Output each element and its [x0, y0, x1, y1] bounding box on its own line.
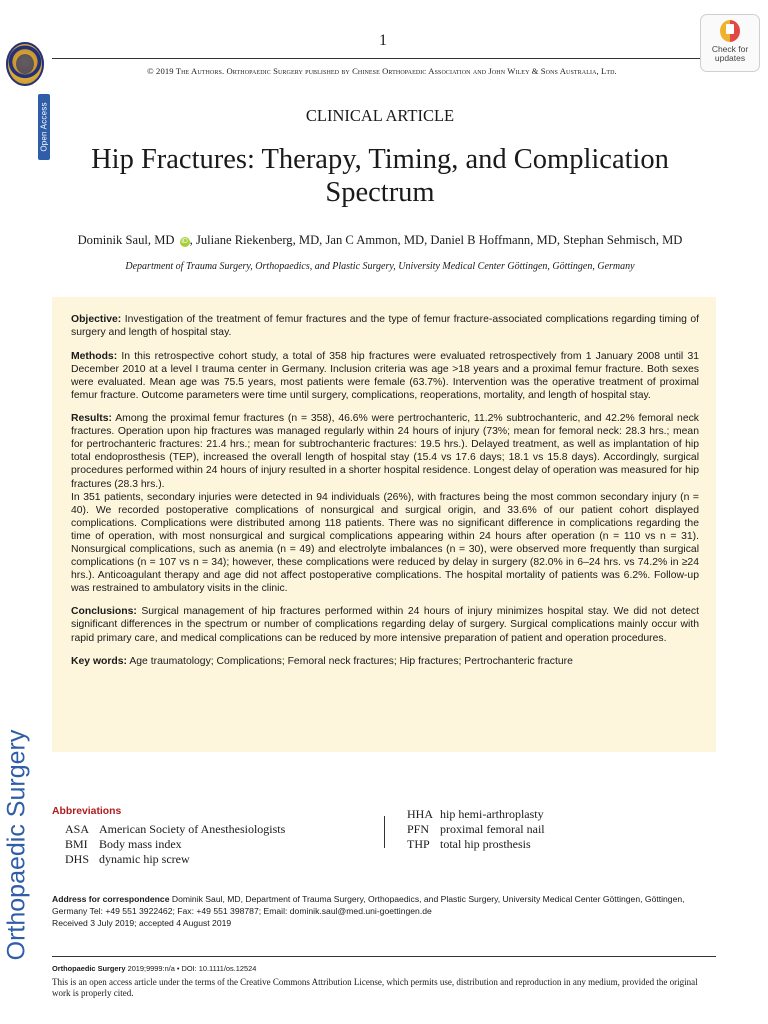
copyright-line: © 2019 The Authors. Orthopaedic Surgery published by Chinese Orthopaedic Association and John Wiley & Sons Australia, Ltd.: [147, 66, 617, 76]
conclusions-text: Surgical management of hip fractures performed within 24 hours of injury minimizes hospital stay. We did not detect significant differences in the spectrum or number of complications regarding delay of surgery. Surgical complications mainly occur with rapid primary care, and medical complications can be reduced by more intensive preparation of patient and operation procedures.: [71, 606, 699, 644]
check-for-updates-button[interactable]: [700, 14, 760, 72]
abbreviation-item: ASA American Society of Anesthesiologists: [65, 822, 286, 836]
results-text-2: In 351 patients, secondary injuries were detected in 94 individuals (26%), with fractures being the most common secondary injury (n = 40). We recorded postoperative complications of nonsurgical and surgical origin, and 33.6% of our patient cohort displayed complications. Complications were distributed among 118 patients. There was no significant difference in complications regarding the time of operation, with most nonsurgical and surgical complications appearing within 24 hours after operation (n = 110 vs n = 31). Nonsurgical complications, such as anemia (n = 49) and electrolyte imbalances (n = 30), were observed more frequently than surgical complications (n = 107 vs n = 34); however, these complications were reduced by delay in surgery (82.0% in 6–24 hrs. vs 74.2% in ≥24 hrs.). Anticoagulant therapy and age did not affect postoperative complications. The hospital mortality of patients was 6.2%. Follow-up was restrained to ambulatory visits in the clinic.: [71, 491, 699, 594]
abbreviation-item: HHA hip hemi-arthroplasty: [407, 807, 544, 821]
abstract-box: [52, 297, 716, 752]
open-access-badge[interactable]: [38, 94, 50, 160]
abstract-objective: [71, 313, 699, 339]
footer-divider: [52, 956, 716, 957]
keywords-text: Age traumatology; Complications; Femoral neck fractures; Hip fractures; Pertrochanteric fracture: [129, 656, 573, 668]
abstract-keywords: [71, 655, 699, 668]
footer-journal: Orthopaedic Surgery: [52, 964, 126, 973]
received-dates: Received 3 July 2019; accepted 4 August 2019: [52, 918, 232, 928]
header-divider: [52, 58, 702, 59]
check-updates-label: Check for updates: [711, 44, 749, 63]
conclusions-label: Conclusions:: [71, 606, 137, 618]
abbreviations-heading: Abbreviations: [52, 806, 122, 817]
abstract-methods: [71, 350, 699, 402]
open-access-label: Open Access: [39, 102, 49, 152]
citation-line: [52, 964, 256, 973]
check-updates-icon: [720, 20, 740, 42]
abstract-results-continued: [71, 491, 699, 595]
correspondence-text: Dominik Saul, MD, Department of Trauma Surgery, Orthopaedics, and Plastic Surgery, University Medical Center Göttingen, Göttingen, Germany Tel: +49 551 3922462; Fax: +49 551 398787; Email: dominik.saul@med.uni-goettingen.de: [52, 894, 685, 916]
journal-name-vertical: [0, 710, 34, 980]
page-number: 1: [379, 32, 387, 49]
abstract-results: [71, 412, 699, 490]
results-label: Results:: [71, 413, 112, 425]
abbreviations-right-list: [407, 807, 545, 851]
abstract-conclusions: [71, 605, 699, 644]
article-type-label: CLINICAL ARTICLE: [305, 106, 455, 125]
abbreviation-item: BMI Body mass index: [65, 836, 182, 851]
other-authors: , Juliane Riekenberg, MD, Jan C Ammon, MD, Daniel B Hoffmann, MD, Stephan Sehmisch, MD: [189, 233, 683, 247]
methods-text: In this retrospective cohort study, a total of 358 hip fractures were evaluated retrospectively from 1 January 2008 until 31 December 2010 at a level I trauma center in Germany. Inclusion criteria was age >18 years and a proximal femur fracture. Both sexes were evaluated. Mean age was 75.5 years, most patients were female (63.7%). Intervention was the operative treatment of proximal femur fracture. Outcome parameters were time until surgery, complications, reoperations, mortality, and length of hospital stay.: [71, 350, 699, 401]
correspondence-label: Address for correspondence: [52, 894, 170, 904]
abbreviations-left-list: [65, 822, 285, 866]
abbreviation-item: PFN proximal femoral nail: [407, 821, 545, 836]
journal-name-text: Orthopaedic Surgery: [2, 729, 31, 961]
keywords-label: Key words:: [71, 656, 128, 668]
footer-citation[interactable]: 2019;9999:n/a • DOI: 10.1111/os.12524: [127, 964, 257, 973]
license-notice: This is an open access article under the terms of the Creative Commons Attribution License, which permits use, distribution and reproduction in any medium, provided the original work is properly cited.: [52, 977, 698, 998]
abbreviations-divider: [384, 816, 385, 848]
society-seal-emblem: [16, 54, 34, 74]
objective-text: Investigation of the treatment of femur fractures and the type of femur fracture-associated complications regarding timing of surgery and length of hospital stay.: [71, 314, 700, 339]
correspondence-block: [52, 893, 716, 929]
results-text-1: Among the proximal femur fractures (n = 358), 46.6% were pertrochanteric, 11.2% subtrochanteric, and 42.2% femoral neck fractures. Operation upon hip fractures was managed regularly within 24 hours of injury (73%; mean for femoral neck: 28.3 hrs.; mean for pertrochanteric fractures: 21.4 hrs.; mean for subtrochanteric fractures: 19.5 hrs.). Delayed treatment, as well as implantation of hip total endoprosthesis (TEP), increased the overall length of hospital stay (15.4 vs 17.6 days; 18.1 vs 15.8 days). Accordingly, surgical procedures performed within 24 hours of injury resulted in a shorter hospital residence. Longest delay of operation was measured for hip fractures (28.3 hrs.).: [71, 413, 699, 490]
article-title: Hip Fractures: Therapy, Timing, and Complication Spectrum: [91, 144, 669, 208]
author-affiliation: Department of Trauma Surgery, Orthopaedics, and Plastic Surgery, University Medical Center Göttingen, Göttingen, Germany: [125, 261, 635, 272]
objective-label: Objective:: [71, 314, 122, 325]
first-author: Dominik Saul, MD: [77, 233, 175, 247]
author-list: [52, 233, 708, 248]
orcid-icon[interactable]: iD: [181, 238, 188, 245]
abbreviation-item: THP total hip prosthesis: [407, 836, 531, 851]
abbreviation-item: DHS dynamic hip screw: [65, 851, 190, 866]
methods-label: Methods:: [71, 350, 118, 362]
